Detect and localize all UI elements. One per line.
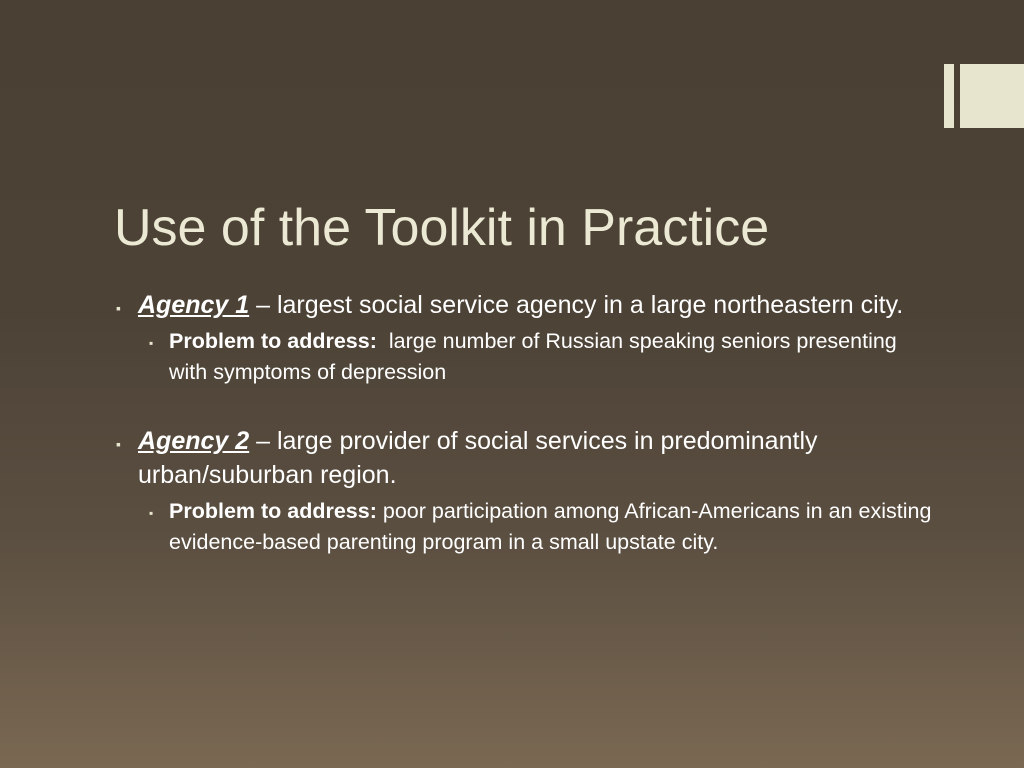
problem-1-label: Problem to address: xyxy=(169,329,377,353)
agency-2-description: – large provider of social services in predominantly urban/suburban region. xyxy=(138,427,818,489)
bullet-agency-1 xyxy=(114,288,934,322)
slide-title: Use of the Toolkit in Practice xyxy=(114,199,770,257)
square-bullet-icon: ▪ xyxy=(116,436,121,452)
problem-2-description: poor participation among African-Americans in an existing evidence-based parenting program in a small upstate city. xyxy=(169,499,938,554)
decoration-block xyxy=(960,64,1024,128)
sub-bullet-problem-1 xyxy=(114,326,934,388)
square-bullet-icon: ▪ xyxy=(149,506,154,520)
agency-1-description: – largest social service agency in a large northeastern city. xyxy=(249,291,904,319)
bullet-agency-2 xyxy=(114,424,934,492)
problem-2-label: Problem to address: xyxy=(169,499,377,523)
decoration-bar xyxy=(944,64,954,128)
square-bullet-icon: ▪ xyxy=(116,300,121,316)
problem-1-description: large number of Russian speaking seniors presenting with symptoms of depression xyxy=(169,329,903,384)
slide-content xyxy=(114,288,938,558)
sub-bullet-problem-2 xyxy=(114,496,938,558)
agency-2-label: Agency 2 xyxy=(138,427,250,455)
spacer xyxy=(114,388,934,424)
corner-decoration xyxy=(944,64,1024,128)
square-bullet-icon: ▪ xyxy=(149,336,154,350)
agency-1-label: Agency 1 xyxy=(138,291,250,319)
